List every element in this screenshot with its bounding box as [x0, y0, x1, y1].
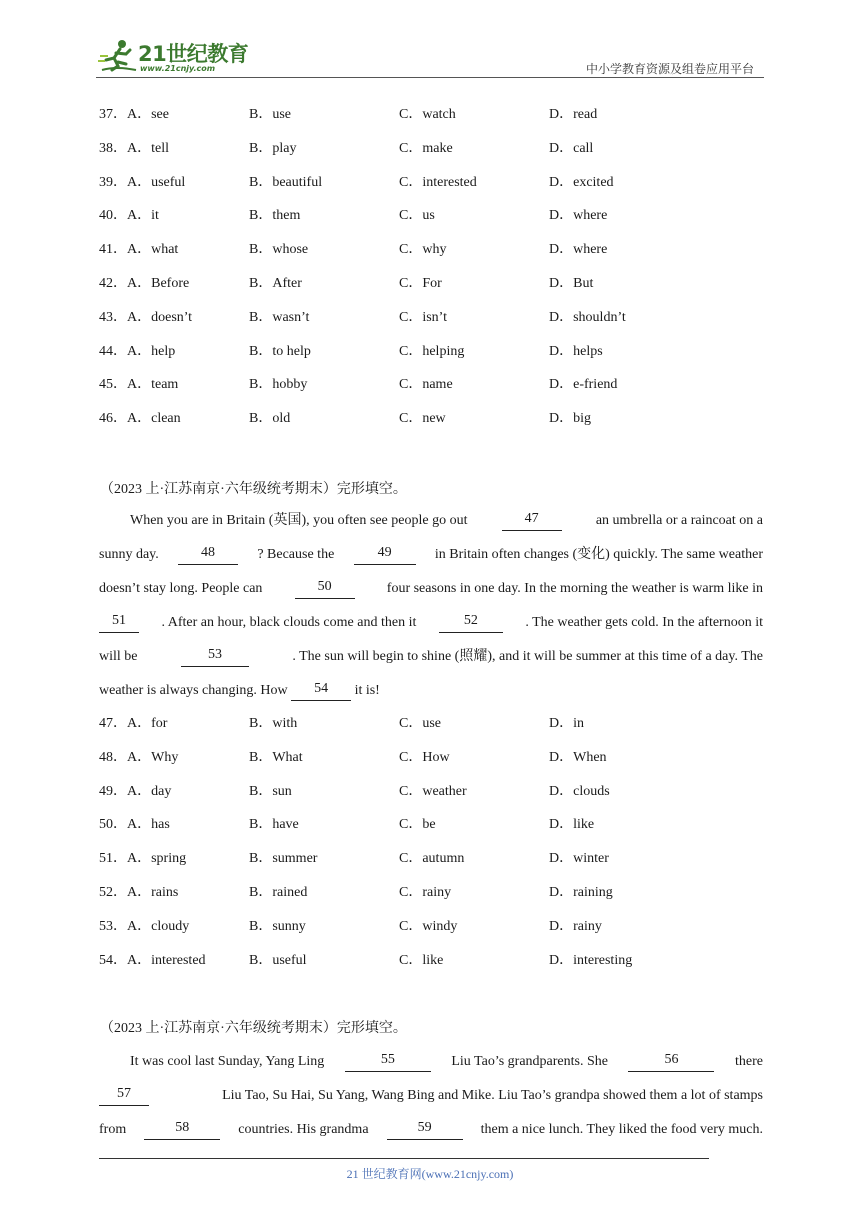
passage-text: . The weather gets cold. In the afternoon it: [525, 615, 763, 630]
option-a[interactable]: [99, 409, 181, 429]
option-d[interactable]: [549, 139, 593, 159]
question-number: 48．: [99, 749, 127, 765]
question-number: 49．: [99, 783, 127, 799]
question-number: 44．: [99, 343, 127, 359]
answer-blank[interactable]: 59: [387, 1120, 463, 1140]
option-b[interactable]: [249, 951, 307, 971]
option-text: D．rainy: [549, 918, 602, 934]
option-a[interactable]: [99, 206, 159, 226]
option-c[interactable]: [399, 206, 435, 226]
option-b[interactable]: [249, 173, 322, 193]
option-d[interactable]: [549, 206, 607, 226]
option-d[interactable]: [549, 815, 594, 835]
option-text: C．use: [399, 716, 441, 731]
option-b[interactable]: [249, 274, 302, 294]
option-text: D．clouds: [549, 783, 610, 799]
option-b[interactable]: [249, 748, 303, 768]
option-text: C．watch: [399, 107, 456, 122]
option-text: C．like: [399, 952, 444, 968]
option-c[interactable]: [399, 409, 446, 429]
option-text: A．help: [127, 343, 176, 359]
option-c[interactable]: [399, 917, 457, 937]
option-a[interactable]: [99, 308, 192, 328]
option-text: A．team: [127, 377, 179, 393]
answer-blank[interactable]: 52: [439, 613, 503, 633]
option-b[interactable]: [249, 308, 309, 328]
question-row: [99, 240, 779, 260]
option-text: B．old: [249, 411, 291, 427]
passage-text: in Britain often changes (变化) quickly. The same weather: [434, 547, 763, 562]
option-c[interactable]: [399, 815, 436, 835]
option-a[interactable]: [99, 173, 185, 193]
passage-2-line-1: [130, 511, 763, 531]
option-text: D．where: [549, 242, 608, 258]
question-row: [99, 139, 779, 159]
option-text: D．e-friend: [549, 377, 618, 393]
option-c[interactable]: [399, 782, 467, 802]
option-text: A．it: [127, 208, 159, 224]
option-text: B．sunny: [249, 918, 306, 934]
answer-blank[interactable]: 49: [354, 545, 416, 565]
answer-blank[interactable]: 47: [502, 511, 562, 531]
option-a[interactable]: [99, 274, 189, 294]
option-a[interactable]: [99, 951, 206, 971]
option-c[interactable]: [399, 375, 453, 395]
option-b[interactable]: [249, 342, 311, 362]
passage-text: weather is always changing. How: [99, 683, 288, 698]
option-b[interactable]: [249, 409, 290, 429]
option-text: C．autumn: [399, 851, 465, 867]
option-text: D．winter: [549, 851, 609, 867]
passage-3-line-2: [99, 1086, 763, 1106]
option-c[interactable]: [399, 139, 453, 159]
option-text: A．for: [127, 716, 168, 731]
question-number: 54．: [99, 952, 127, 968]
answer-blank[interactable]: 50: [295, 579, 355, 599]
option-a[interactable]: [99, 342, 175, 362]
option-text: B．rained: [249, 885, 308, 900]
question-row: [99, 849, 779, 869]
option-text: C．make: [399, 140, 453, 156]
question-number: 41．: [99, 242, 127, 258]
option-text: C．rainy: [399, 885, 452, 900]
question-number: 52．: [99, 885, 127, 900]
option-text: B．them: [249, 208, 301, 224]
option-text: C．name: [399, 377, 453, 393]
passage-text: doesn’t stay long. People can: [99, 581, 263, 596]
option-text: C．How: [399, 749, 450, 765]
question-row: [99, 409, 779, 429]
passage-2-line-5: [99, 647, 763, 667]
option-a[interactable]: [99, 849, 186, 869]
option-text: B．play: [249, 140, 297, 156]
question-number: 39．: [99, 174, 127, 190]
passage-text: . The sun will begin to shine (照耀), and it will be summer at this time of a day. The: [292, 649, 763, 664]
option-d[interactable]: [549, 883, 613, 903]
option-b[interactable]: [249, 883, 307, 903]
answer-blank[interactable]: 58: [144, 1120, 220, 1140]
option-text: B．sun: [249, 783, 292, 799]
option-text: B．to help: [249, 343, 311, 359]
option-b[interactable]: [249, 782, 292, 802]
option-text: D．raining: [549, 885, 613, 900]
passage-text: sunny day.: [99, 547, 159, 562]
option-b[interactable]: [249, 917, 306, 937]
question-row: [99, 105, 779, 125]
option-text: A．has: [127, 817, 170, 833]
option-b[interactable]: [249, 240, 308, 260]
passage-text: an umbrella or a raincoat on a: [595, 513, 763, 528]
passage-text: it is!: [354, 683, 380, 698]
option-text: D．shouldn’t: [549, 309, 626, 325]
question-row: [99, 782, 779, 802]
option-c[interactable]: [399, 748, 450, 768]
page-header: [96, 30, 764, 78]
question-row: [99, 274, 779, 294]
option-a[interactable]: [99, 105, 169, 125]
passage-2-line-4: [99, 613, 763, 633]
question-number: 43．: [99, 309, 127, 325]
question-row: [99, 342, 779, 362]
question-row: [99, 883, 779, 903]
option-text: C．be: [399, 817, 436, 833]
option-text: D．like: [549, 817, 595, 833]
option-text: A．clean: [127, 411, 181, 427]
answer-blank[interactable]: 54: [291, 681, 351, 701]
option-text: A．day: [127, 783, 172, 799]
option-text: D．big: [549, 411, 591, 427]
option-text: D．When: [549, 749, 607, 765]
option-text: B．After: [249, 276, 302, 291]
logo-text: 21世纪教育: [138, 42, 249, 66]
footer-divider: [99, 1158, 709, 1159]
answer-blank[interactable]: 51: [99, 613, 139, 633]
option-text: B．hobby: [249, 377, 308, 393]
question-row: [99, 815, 779, 835]
question-row: [99, 917, 779, 937]
option-a[interactable]: [99, 748, 178, 768]
option-a[interactable]: [99, 782, 171, 802]
option-text: A．spring: [127, 851, 187, 867]
option-d[interactable]: [549, 240, 607, 260]
passage-2-line-2: [99, 545, 763, 565]
question-row: [99, 714, 779, 734]
option-a[interactable]: [99, 139, 169, 159]
option-c[interactable]: [399, 274, 442, 294]
option-d[interactable]: [549, 849, 609, 869]
option-b[interactable]: [249, 139, 296, 159]
passage-text: It was cool last Sunday, Yang Ling: [130, 1054, 325, 1069]
option-text: D．helps: [549, 343, 603, 359]
option-text: D．in: [549, 716, 584, 731]
passage-text: Liu Tao’s grandparents. She: [451, 1054, 608, 1069]
option-c[interactable]: [399, 240, 446, 260]
option-text: A．what: [127, 242, 179, 258]
option-c[interactable]: [399, 105, 456, 125]
header-divider: [96, 77, 764, 78]
passage-text: When you are in Britain (英国), you often see people go out: [130, 513, 468, 528]
question-number: 45．: [99, 377, 127, 393]
option-c[interactable]: [399, 173, 477, 193]
option-b[interactable]: [249, 714, 297, 734]
option-c[interactable]: [399, 883, 451, 903]
option-text: C．us: [399, 208, 435, 224]
option-c[interactable]: [399, 308, 447, 328]
option-text: C．windy: [399, 918, 458, 934]
passage-text: four seasons in one day. In the morning the weather is warm like in: [386, 581, 763, 596]
option-c[interactable]: [399, 951, 443, 971]
option-a[interactable]: [99, 375, 178, 395]
question-number: 47．: [99, 716, 127, 731]
option-text: D．But: [549, 276, 594, 291]
question-number: 50．: [99, 817, 127, 833]
option-text: C．interested: [399, 174, 477, 190]
option-text: D．read: [549, 107, 598, 122]
option-d[interactable]: [549, 782, 610, 802]
option-d[interactable]: [549, 308, 626, 328]
option-a[interactable]: [99, 240, 178, 260]
answer-blank[interactable]: 56: [628, 1052, 714, 1072]
question-row: [99, 951, 779, 971]
site-logo: [96, 36, 266, 76]
option-text: A．rains: [127, 885, 179, 900]
question-number: 38．: [99, 140, 127, 156]
logo-url: www.21cnjy.com: [140, 64, 216, 73]
option-text: A．tell: [127, 140, 169, 156]
option-d[interactable]: [549, 748, 607, 768]
passage-text: them a nice lunch. They liked the food very much.: [480, 1122, 763, 1137]
question-number: 40．: [99, 208, 127, 224]
option-c[interactable]: [399, 849, 464, 869]
passage-text: ? Because the: [257, 547, 335, 562]
footer-text: 21 世纪教育网(www.21cnjy.com): [346, 1167, 514, 1181]
option-c[interactable]: [399, 342, 464, 362]
option-text: D．call: [549, 140, 594, 156]
option-d[interactable]: [549, 951, 632, 971]
option-text: D．interesting: [549, 952, 633, 968]
option-text: B．What: [249, 749, 303, 765]
option-d[interactable]: [549, 342, 603, 362]
answer-blank[interactable]: 55: [345, 1052, 431, 1072]
option-a[interactable]: [99, 714, 167, 734]
option-text: A．see: [127, 107, 169, 122]
option-text: A．doesn’t: [127, 309, 193, 325]
option-b[interactable]: [249, 375, 307, 395]
question-row: [99, 206, 779, 226]
option-text: C．For: [399, 276, 442, 291]
option-text: C．why: [399, 242, 447, 258]
option-text: C．isn’t: [399, 309, 447, 325]
passage-2-line-6: [99, 681, 763, 701]
option-text: A．useful: [127, 174, 186, 190]
option-a[interactable]: [99, 815, 170, 835]
option-b[interactable]: [249, 105, 291, 125]
option-b[interactable]: [249, 815, 299, 835]
option-text: C．helping: [399, 343, 465, 359]
question-number: 42．: [99, 276, 127, 291]
option-c[interactable]: [399, 714, 441, 734]
option-text: D．where: [549, 208, 608, 224]
passage-text: will be: [99, 649, 138, 664]
option-text: A．cloudy: [127, 918, 190, 934]
option-d[interactable]: [549, 173, 614, 193]
passage-3-line-1: [130, 1052, 763, 1072]
question-row: [99, 173, 779, 193]
section-3-heading: （2023 上·江苏南京·六年级统考期末）完形填空。: [100, 1021, 407, 1036]
passage-text: there: [735, 1054, 763, 1069]
question-number: 46．: [99, 411, 127, 427]
section-2-heading: （2023 上·江苏南京·六年级统考期末）完形填空。: [100, 482, 407, 497]
option-a[interactable]: [99, 917, 189, 937]
option-b[interactable]: [249, 849, 317, 869]
option-a[interactable]: [99, 883, 178, 903]
option-text: B．beautiful: [249, 174, 323, 190]
option-d[interactable]: [549, 105, 597, 125]
passage-text: . After an hour, black clouds come and then it: [161, 615, 417, 630]
option-text: B．whose: [249, 242, 309, 258]
passage-text: countries. His grandma: [238, 1122, 369, 1137]
option-d[interactable]: [549, 714, 584, 734]
option-text: B．summer: [249, 851, 318, 867]
option-text: B．with: [249, 716, 298, 731]
runner-icon: [96, 36, 140, 76]
question-number: 51．: [99, 851, 127, 867]
option-d[interactable]: [549, 917, 602, 937]
option-d[interactable]: [549, 409, 591, 429]
question-number: 37．: [99, 107, 127, 122]
passage-text: Liu Tao, Su Hai, Su Yang, Wang Bing and Mike. Liu Tao’s grandpa showed them a lot of stamps: [222, 1088, 763, 1103]
answer-blank[interactable]: 57: [99, 1086, 149, 1106]
option-text: B．wasn’t: [249, 309, 310, 325]
option-text: B．useful: [249, 952, 307, 968]
question-row: [99, 748, 779, 768]
passage-3-line-3: [99, 1120, 763, 1140]
question-row: [99, 375, 779, 395]
answer-blank[interactable]: 53: [181, 647, 249, 667]
option-b[interactable]: [249, 206, 300, 226]
option-d[interactable]: [549, 375, 617, 395]
option-text: C．weather: [399, 783, 467, 799]
platform-title: 中小学教育资源及组卷应用平台: [585, 62, 754, 76]
option-text: B．have: [249, 817, 299, 833]
passage-text: from: [99, 1122, 127, 1137]
option-text: A．Before: [127, 276, 190, 291]
option-d[interactable]: [549, 274, 593, 294]
answer-blank[interactable]: 48: [178, 545, 238, 565]
option-text: C．new: [399, 411, 446, 427]
question-row: [99, 308, 779, 328]
option-text: A．Why: [127, 749, 179, 765]
option-text: D．excited: [549, 174, 614, 190]
option-text: A．interested: [127, 952, 206, 968]
question-number: 53．: [99, 918, 127, 934]
passage-2-line-3: [99, 579, 763, 599]
option-text: B．use: [249, 107, 291, 122]
